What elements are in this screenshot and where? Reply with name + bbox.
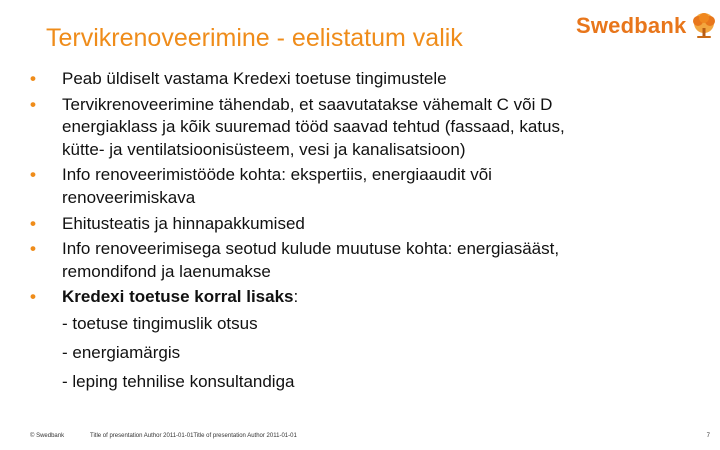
bullet-text: kütte- ja ventilatsioonisüsteem, vesi ja kanalisatsioon) [62, 139, 466, 159]
bullet-text: Tervikrenoveerimine tähendab, et saavutatakse vähemalt C või D [62, 94, 553, 114]
bullet-text: Ehitusteatis ja hinnapakkumised [62, 213, 305, 233]
bullet-item [30, 164, 710, 209]
bullet-item [30, 94, 710, 162]
bullet-text: Peab üldiselt vastama Kredexi toetuse tingimustele [62, 69, 447, 88]
bullet-marker: • [30, 239, 36, 259]
bullet-text: remondifond ja laenumakse [62, 261, 271, 281]
slide-footer [30, 433, 714, 443]
sub-item: - energiamärgis [62, 342, 181, 362]
swedbank-logo [576, 8, 720, 44]
bullet-bold-text: Kredexi toetuse korral lisaks [62, 287, 294, 307]
bullet-item [30, 238, 710, 283]
bullet-marker: • [30, 69, 36, 88]
bullet-colon: : [293, 287, 299, 307]
sub-item: - leping tehnilise konsultandiga [62, 371, 295, 391]
sub-item: - toetuse tingimuslik otsus [62, 313, 258, 333]
bullet-marker: • [30, 213, 36, 233]
slide-title: Tervikrenoveerimine - eelistatum valik [46, 24, 463, 52]
page-number: 7 [706, 433, 710, 439]
bullet-item [30, 68, 710, 91]
footer-title: Title of presentation Author 2011-01-01Title of presentation Author 2011-01-01 [90, 433, 297, 439]
bullet-marker: • [30, 287, 36, 307]
bullet-item [30, 213, 710, 236]
logo-text: Swedbank [576, 13, 687, 38]
bullet-item [30, 286, 710, 396]
oak-tree-icon [688, 10, 720, 42]
bullet-text: renoveerimiskava [62, 187, 196, 207]
bullet-marker: • [30, 165, 36, 185]
bullet-text [62, 286, 710, 309]
footer-copyright: © Swedbank [30, 433, 65, 439]
bullet-marker: • [30, 94, 36, 114]
bullet-text: Info renoveerimistööde kohta: ekspertiis, energiaaudit või [62, 165, 492, 185]
bullet-text: Info renoveerimisega seotud kulude muutuse kohta: energiasääst, [62, 239, 560, 259]
bullet-list [30, 68, 710, 399]
bullet-text: energiaklass ja kõik suuremad tööd saavad tehtud (fassaad, katus, [62, 117, 565, 137]
